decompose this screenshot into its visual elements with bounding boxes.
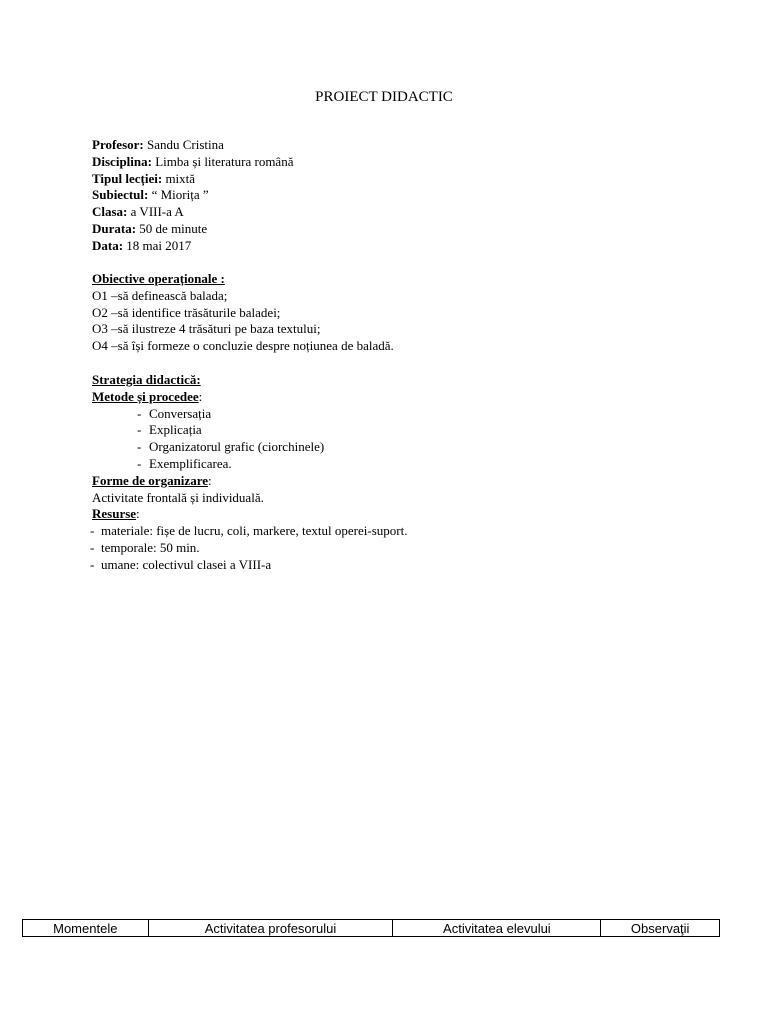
strategy-section: [92, 372, 732, 574]
lesson-info: [92, 137, 732, 255]
info-row-clasa: [92, 204, 732, 221]
resources-colon: :: [136, 506, 140, 522]
resource-item: - umane: colectivul clasei a VIII-a: [90, 556, 272, 572]
objective-item: O4 –să își formeze o concluzie despre noțiunea de baladă.: [92, 338, 394, 354]
info-value: Sandu Cristina: [143, 137, 224, 152]
method-item: - Conversația: [137, 405, 212, 421]
info-value: “ Miorița ”: [148, 187, 209, 203]
objectives-section: [92, 271, 732, 355]
objective-item: O2 –să identifice trăsăturile baladei;: [92, 304, 281, 320]
column-header-observatii: Observaţii: [601, 920, 720, 937]
method-item: - Exemplificarea.: [137, 455, 232, 471]
lesson-table: [22, 919, 720, 937]
info-label: Durata:: [92, 220, 137, 236]
info-label: Tipul lecției:: [92, 170, 163, 186]
table-header-row: [23, 920, 720, 937]
info-row-data: [92, 238, 732, 255]
forms-colon: :: [208, 472, 212, 488]
info-label: Profesor:: [92, 137, 144, 152]
resource-label: materiale: fișe de lucru, coli, markere, textul operei-suport.: [101, 523, 408, 539]
info-row-disciplina: [92, 154, 732, 171]
info-row-durata: [92, 221, 732, 238]
forms-heading: Forme de organizare: [92, 472, 208, 488]
method-label: Exemplificarea.: [149, 455, 232, 471]
method-label: Organizatorul grafic (ciorchinele): [149, 439, 325, 455]
methods-colon: :: [198, 388, 203, 404]
resources-heading: Resurse: [92, 506, 137, 522]
info-label: Disciplina:: [92, 153, 152, 169]
info-value: a VIII-a A: [127, 204, 184, 220]
resource-item: - materiale: fișe de lucru, coli, markere, textul operei-suport.: [90, 523, 408, 539]
column-header-activitatea-elevului: Activitatea elevului: [393, 920, 601, 937]
info-value: mixtă: [162, 170, 196, 186]
resource-item: - temporale: 50 min.: [90, 539, 200, 555]
info-value: 50 de minute: [136, 220, 208, 236]
column-header-momentele: Momentele: [23, 920, 149, 937]
info-label: Data:: [92, 237, 124, 253]
method-label: Explicația: [149, 422, 202, 438]
resources-heading-line: [92, 506, 732, 523]
forms-heading-line: [92, 473, 732, 490]
forms-text: Activitate frontală și individuală.: [92, 489, 264, 505]
objectives-heading: Obiective operaționale :: [92, 271, 225, 286]
objective-item: O1 –să definească balada;: [92, 287, 228, 303]
info-row-subiectul: [92, 187, 732, 204]
objective-item: O3 –să ilustreze 4 trăsături pe baza textului;: [92, 321, 321, 337]
info-label: Clasa:: [92, 204, 128, 220]
resource-label: umane: colectivul clasei a VIII-a: [101, 556, 272, 572]
resource-label: temporale: 50 min.: [101, 539, 200, 555]
methods-heading: Metode și procedee: [92, 388, 199, 404]
methods-heading-line: [92, 389, 732, 406]
lesson-table-grid: [22, 919, 720, 937]
info-value: Limba și literatura română: [151, 153, 294, 169]
info-row-tipul-lectiei: [92, 171, 732, 188]
document-title: PROIECT DIDACTIC: [315, 89, 453, 105]
column-header-activitatea-profesorului: Activitatea profesorului: [148, 920, 393, 937]
method-item: - Organizatorul grafic (ciorchinele): [137, 439, 325, 455]
method-item: - Explicația: [137, 422, 202, 438]
info-value: 18 mai 2017: [123, 237, 192, 253]
method-label: Conversația: [149, 405, 212, 421]
info-label: Subiectul:: [92, 187, 149, 203]
strategy-heading: Strategia didactică:: [92, 372, 201, 387]
info-row-profesor: [92, 137, 732, 154]
